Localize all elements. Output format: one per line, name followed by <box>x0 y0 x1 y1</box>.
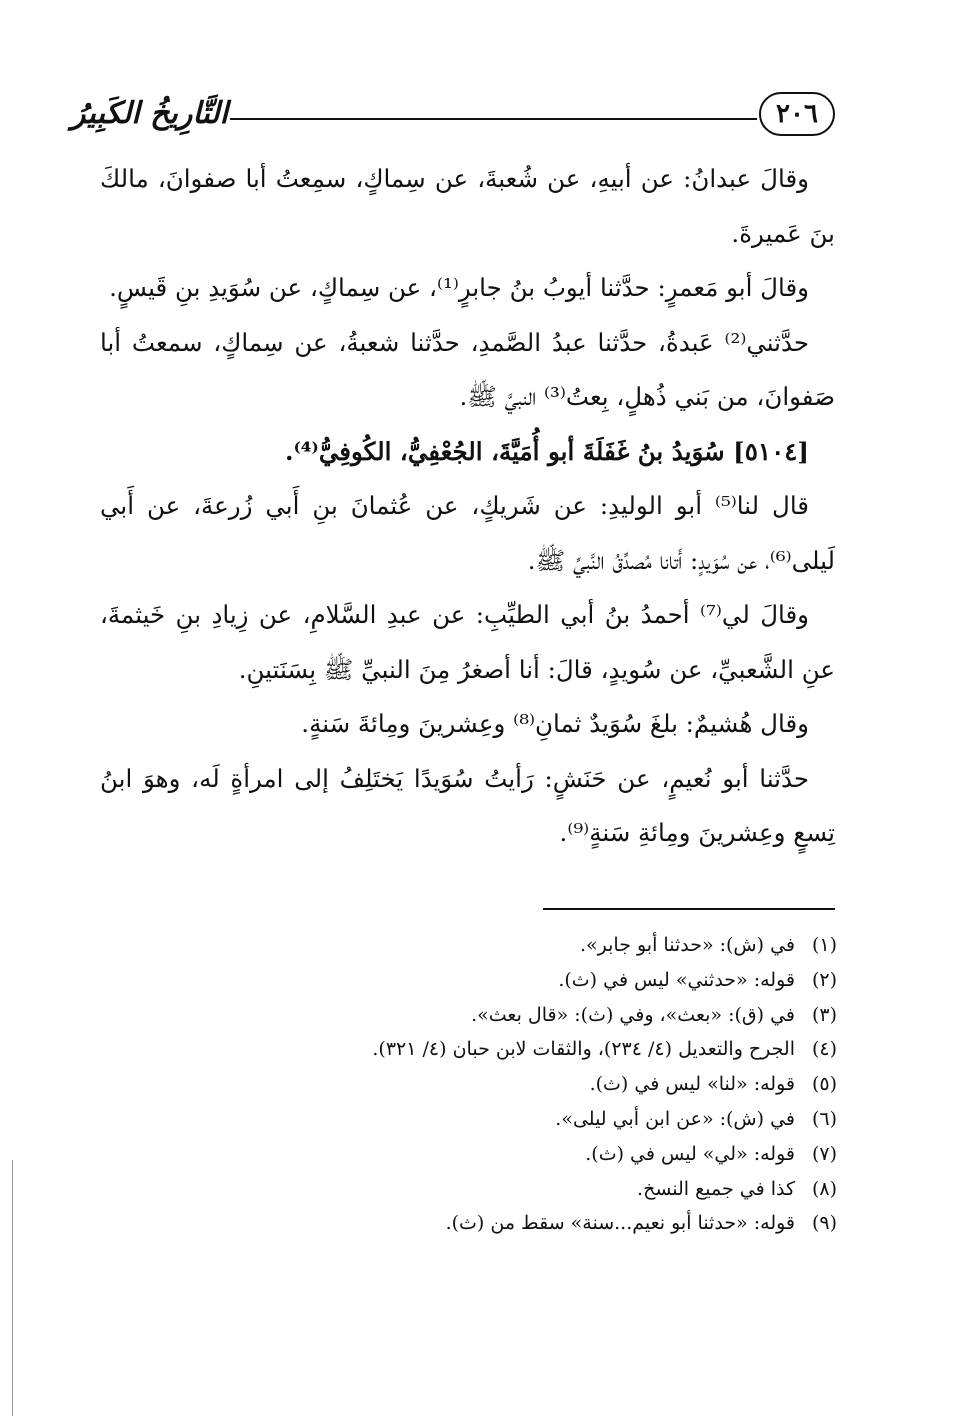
paragraph: وقالَ أبو مَعمرٍ: حدَّثنا أيوبُ بنُ جابرٍ⁽¹⁾، عن سِماكٍ، عن سُوَيدِ بنِ قَيسٍ. <box>109 273 809 302</box>
footnote <box>217 1032 837 1067</box>
header-rule <box>230 118 757 120</box>
footnote-number: (٣) <box>811 1003 837 1026</box>
footnote-number: (٨) <box>811 1177 837 1200</box>
footnote-text: قوله: «حدثنا أبو نعيم...سنة» سقط من (ث). <box>445 1212 795 1235</box>
footnote-number: (٦) <box>811 1107 837 1130</box>
footnote-text: في (ق): «بعث»، وفي (ث): «قال بعث». <box>471 1003 795 1026</box>
footnote <box>217 963 837 998</box>
page-header <box>70 92 835 152</box>
footnote <box>217 998 837 1033</box>
footnote-text: قوله: «حدثني» ليس في (ث). <box>558 968 795 991</box>
footnote-number: (٩) <box>811 1212 837 1235</box>
footnotes <box>217 928 837 1241</box>
page-number: ٢٠٦ <box>759 92 835 136</box>
footnote-number: (١) <box>811 934 837 956</box>
footnote-text: في (ش): «حدثنا أبو جابر». <box>579 934 795 956</box>
paragraph: وقالَ عبدانُ: عن أبيهِ، عن شُعبةَ، عن سِماكٍ، سمِعتُ أبا صفوانَ، مالكَ بنَ عَميرةَ. <box>100 164 835 248</box>
paragraph: حدَّثني⁽²⁾ عَبدةُ، حدَّثنا عبدُ الصَّمدِ، حدَّثنا شعبةُ، عن سِماكٍ، سمعتُ أبا صَفوانَ، من بَني ذُهلٍ، بِعتُ⁽³⁾ النبيَّ ﷺ. <box>100 327 835 411</box>
footnote-number: (٢) <box>811 968 837 991</box>
footnote-number: (٥) <box>811 1073 837 1096</box>
footnote <box>217 928 837 963</box>
footnote <box>217 1172 837 1207</box>
entry-heading: [٥١٠٤] سُوَيدُ بنُ غَفَلَةَ أبو أُمَيَّةَ، الجُعْفِيُّ، الكُوفِيُّ⁽⁴⁾. <box>284 436 809 466</box>
paragraph: وقال هُشيمٌ: بلغَ سُوَيدٌ ثمانِ⁽⁸⁾ وعِشرينَ ومِائةَ سَنةٍ. <box>301 709 809 738</box>
footnote-number: (٧) <box>811 1142 837 1165</box>
footnote-separator <box>543 908 835 910</box>
footnote <box>217 1137 837 1172</box>
footnote-text: الجرح والتعديل (٤/ ٢٣٤)، والثقات لابن حبان (٤/ ٣٢١). <box>372 1038 795 1061</box>
footnote-text: كذا في جميع النسخ. <box>637 1177 795 1200</box>
paragraph: حدَّثنا أبو نُعيمٍ، عن حَنَشٍ: رَأيتُ سُوَيدًا يَختَلِفُ إلى امرأةٍ لَه، وهوَ ابنُ تِسعٍ وعِشرينَ ومِائةِ سَنةٍ⁽⁹⁾. <box>100 763 835 847</box>
paragraph: وقالَ لي⁽⁷⁾ أحمدُ بنُ أبي الطيِّبِ: عن عبدِ السَّلامِ، عن زِيادِ بنِ خَيثمةَ، عنِ الشَّعبيِّ، عن سُويدٍ، قالَ: أنا أصغرُ مِنَ النبيِّ ﷺ بِسَنَتينِ. <box>100 600 835 684</box>
footnote-text: قوله: «لنا» ليس في (ث). <box>589 1073 795 1096</box>
main-text <box>100 152 835 861</box>
footnote-text: قوله: «لي» ليس في (ث). <box>585 1142 795 1165</box>
book-title: التَّارِيخُ الكَبِيرُ <box>70 96 228 131</box>
footnote-number: (٤) <box>811 1038 837 1061</box>
footnote <box>217 1206 837 1241</box>
footnote-text: في (ش): «عن ابن أبي ليلى». <box>555 1107 795 1130</box>
footnote <box>217 1102 837 1137</box>
margin-line <box>12 1160 13 1416</box>
footnote <box>217 1067 837 1102</box>
paragraph: قال لنا⁽⁵⁾ أبو الوليدِ: عن شَريكٍ، عن عُثمانَ بنِ أَبي زُرعةَ، عن أَبي لَيلى⁽⁶⁾، عن سُوَيدٍ: أَتانا مُصدِّقُ النَّبيِّ ﷺ. <box>100 491 835 575</box>
